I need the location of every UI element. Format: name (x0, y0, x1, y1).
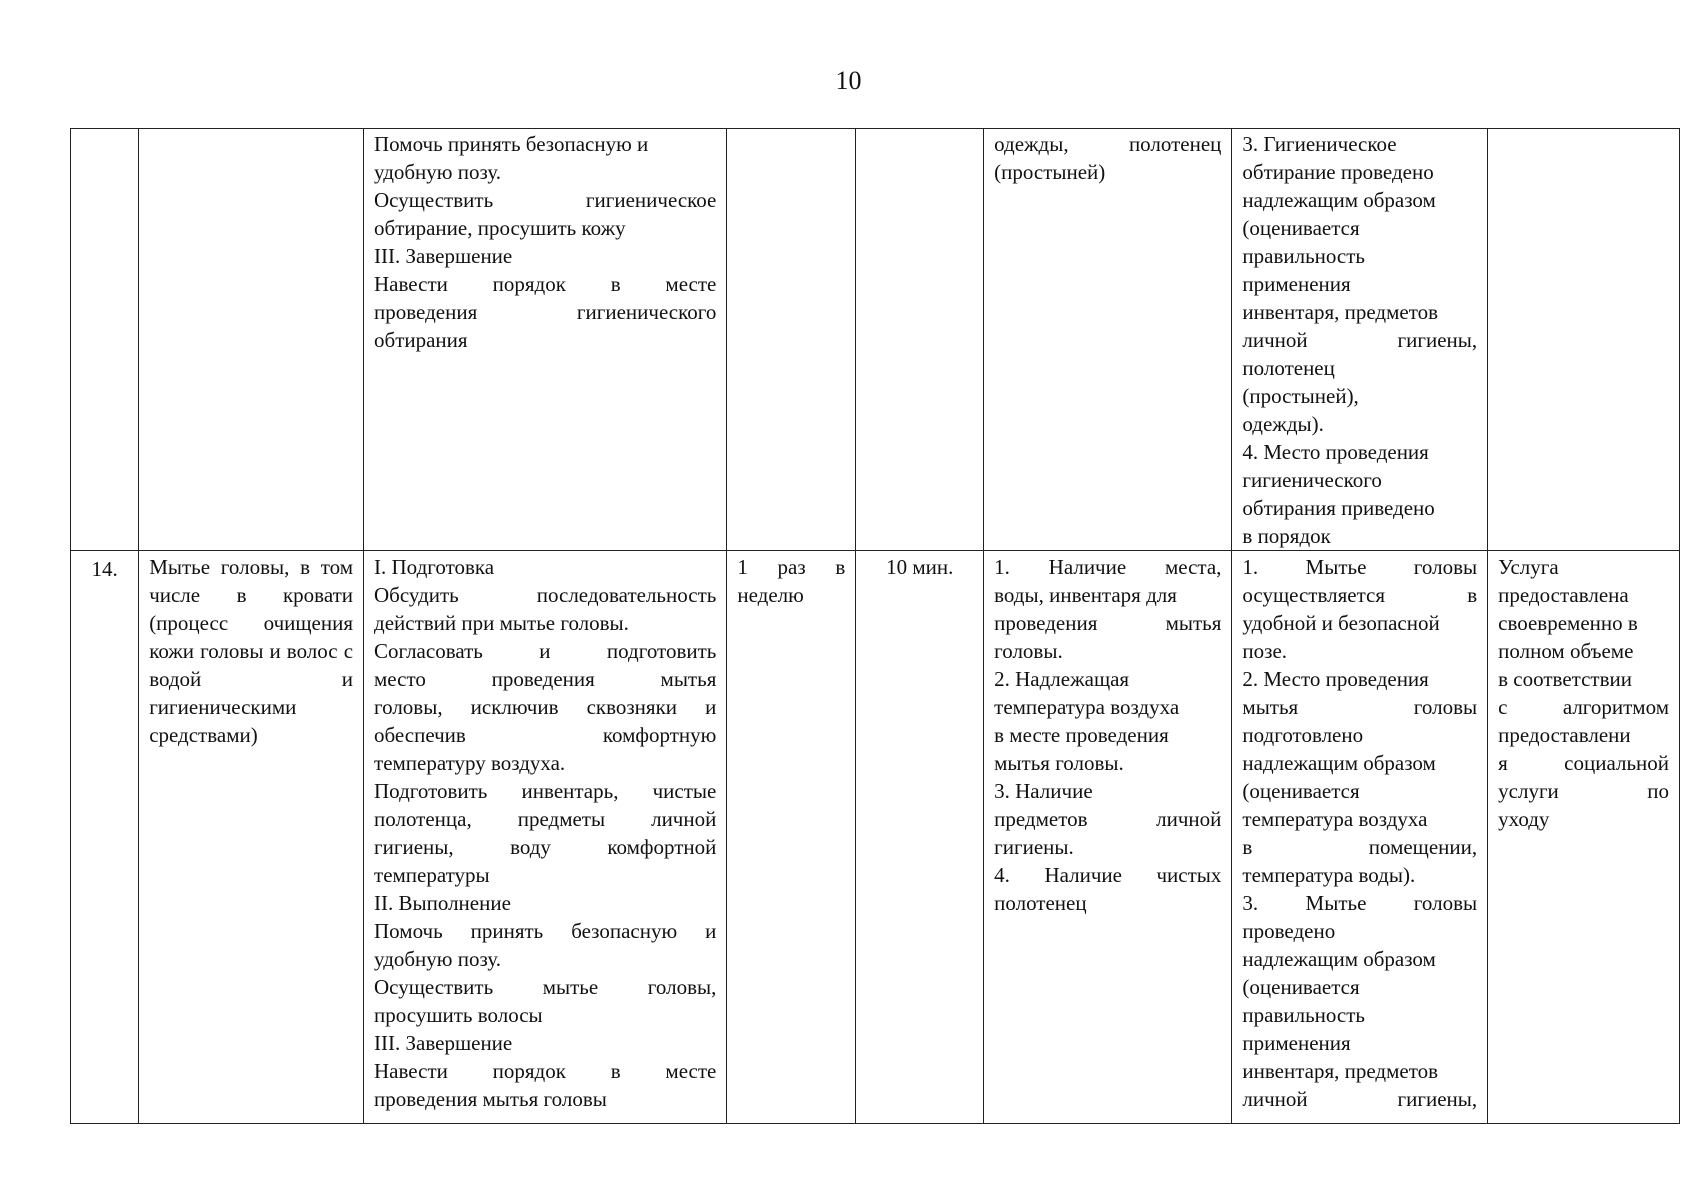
cell-duration-empty (856, 129, 984, 551)
evaluation-line: уходу (1498, 807, 1550, 831)
procedure-line: Навести порядок в месте (374, 1059, 717, 1083)
conditions-line: 2. Надлежащая (994, 667, 1130, 691)
quality-line: (оценивается (1242, 779, 1360, 803)
procedure-line: Согласовать и подготовить (374, 639, 717, 663)
procedure-line: III. Завершение (374, 244, 513, 268)
evaluation-line: с алгоритмом (1498, 695, 1669, 719)
quality-line: личной гигиены, (1242, 1087, 1478, 1111)
procedure-line: Подготовить инвентарь, чистые (374, 779, 717, 803)
conditions-line: 3. Наличие (994, 779, 1093, 803)
cell-conditions-continued: одежды, полотенец (простыней) (984, 129, 1232, 551)
procedure-line: III. Завершение (374, 1031, 513, 1055)
procedure-line: температуру воздуха. (374, 751, 566, 775)
procedure-line: проведения гигиенического (374, 300, 717, 324)
cell-procedure-continued (364, 129, 727, 551)
quality-line: применения (1242, 272, 1351, 296)
evaluation-line: услуги по (1498, 779, 1669, 803)
conditions-line: гигиены. (994, 835, 1074, 859)
procedure-line: Помочь принять безопасную и (374, 919, 717, 943)
procedure-line: головы, исключив сквозняки и (374, 695, 717, 719)
quality-line: в порядок (1242, 524, 1331, 548)
quality-line: (оценивается (1242, 216, 1360, 240)
cell-frequency-empty (727, 129, 856, 551)
cell-duration: 10 мин. (856, 551, 984, 1124)
conditions-line: температура воздуха (994, 695, 1180, 719)
quality-line: 1. Мытье головы (1242, 555, 1478, 579)
procedure-line: обтирание, просушить кожу (374, 216, 626, 240)
quality-line: гигиенического (1242, 468, 1382, 492)
quality-line: обтирание проведено (1242, 160, 1434, 184)
quality-line: удобной и безопасной (1242, 611, 1440, 635)
quality-line: личной гигиены, (1242, 328, 1478, 352)
procedure-line: II. Выполнение (374, 891, 511, 915)
cell-conditions (984, 551, 1232, 1124)
quality-line: подготовлено (1242, 723, 1364, 747)
procedure-line: Осуществить мытье головы, (374, 975, 717, 999)
quality-line: мытья головы (1242, 695, 1478, 719)
quality-line: температура воздуха (1242, 807, 1428, 831)
procedure-line: Осуществить гигиеническое (374, 188, 717, 212)
quality-line: надлежащим образом (1242, 188, 1436, 212)
procedure-line: удобную позу. (374, 160, 501, 184)
quality-line: обтирания приведено (1242, 496, 1435, 520)
quality-line: надлежащим образом (1242, 947, 1436, 971)
procedure-line: проведения мытья головы (374, 1087, 607, 1111)
conditions-line: воды, инвентаря для (994, 583, 1177, 607)
quality-line: 4. Место проведения (1242, 440, 1429, 464)
quality-line: (оценивается (1242, 975, 1360, 999)
evaluation-line: Услуга (1498, 555, 1559, 579)
procedure-line: действий при мытье головы. (374, 611, 629, 635)
procedure-line: обеспечив комфортную (374, 723, 717, 747)
cell-service-name: Мытье головы, в том числе в кровати (процесс очищения кожи головы и волос с водой и гигиеническими средствами) (139, 551, 364, 1124)
procedure-line: Помочь принять безопасную и (374, 132, 649, 156)
conditions-line: проведения мытья (994, 611, 1222, 635)
cell-row-number: 14. (71, 551, 139, 1124)
evaluation-line: полном объеме (1498, 639, 1634, 663)
evaluation-line: в соответствии (1498, 667, 1632, 691)
quality-line: 3. Гигиеническое (1242, 132, 1397, 156)
quality-line: в помещении, (1242, 835, 1478, 859)
quality-line: полотенец (1242, 356, 1335, 380)
conditions-line: 1. Наличие места, (994, 555, 1222, 579)
conditions-line: мытья головы. (994, 751, 1124, 775)
cell-number-empty (71, 129, 139, 551)
quality-line: (простыней), (1242, 384, 1359, 408)
table-row-continued (71, 129, 1680, 551)
page-number: 10 (835, 66, 862, 95)
conditions-line: в месте проведения (994, 723, 1169, 747)
services-table (70, 128, 1680, 1124)
conditions-line: предметов личной (994, 807, 1222, 831)
procedure-line: удобную позу. (374, 947, 501, 971)
quality-line: проведено (1242, 919, 1336, 943)
procedure-line: обтирания (374, 328, 468, 352)
procedure-line: место проведения мытья (374, 667, 717, 691)
table-row-14 (71, 551, 1680, 1124)
procedure-line: Обсудить последовательность (374, 583, 717, 607)
quality-line: инвентаря, предметов (1242, 1059, 1439, 1083)
cell-procedure (364, 551, 727, 1124)
procedure-line: I. Подготовка (374, 555, 495, 579)
quality-line: правильность (1242, 1003, 1366, 1027)
procedure-line: температуры (374, 863, 490, 887)
evaluation-line: предоставлени (1498, 723, 1631, 747)
cell-evaluation (1488, 551, 1680, 1124)
procedure-line: просушить волосы (374, 1003, 543, 1027)
cell-quality-continued (1232, 129, 1488, 551)
conditions-line: полотенец (994, 891, 1087, 915)
conditions-line: 4. Наличие чистых (994, 863, 1222, 887)
procedure-line: Навести порядок в месте (374, 272, 717, 296)
procedure-line: полотенца, предметы личной (374, 807, 717, 831)
evaluation-line: я социальной (1498, 751, 1669, 775)
quality-line: позе. (1242, 639, 1288, 663)
quality-line: 2. Место проведения (1242, 667, 1429, 691)
quality-line: применения (1242, 1031, 1351, 1055)
conditions-line: головы. (994, 639, 1063, 663)
evaluation-line: предоставлена (1498, 583, 1629, 607)
quality-line: правильность (1242, 244, 1366, 268)
quality-line: одежды). (1242, 412, 1324, 436)
cell-quality (1232, 551, 1488, 1124)
cell-frequency: 1 раз в неделю (727, 551, 856, 1124)
quality-line: надлежащим образом (1242, 751, 1436, 775)
cell-evaluation-empty (1488, 129, 1680, 551)
quality-line: инвентаря, предметов (1242, 300, 1439, 324)
cell-service-empty (139, 129, 364, 551)
quality-line: 3. Мытье головы (1242, 891, 1478, 915)
evaluation-line: своевременно в (1498, 611, 1638, 635)
quality-line: осуществляется в (1242, 583, 1478, 607)
quality-line: температура воды). (1242, 863, 1416, 887)
procedure-line: гигиены, воду комфортной (374, 835, 717, 859)
